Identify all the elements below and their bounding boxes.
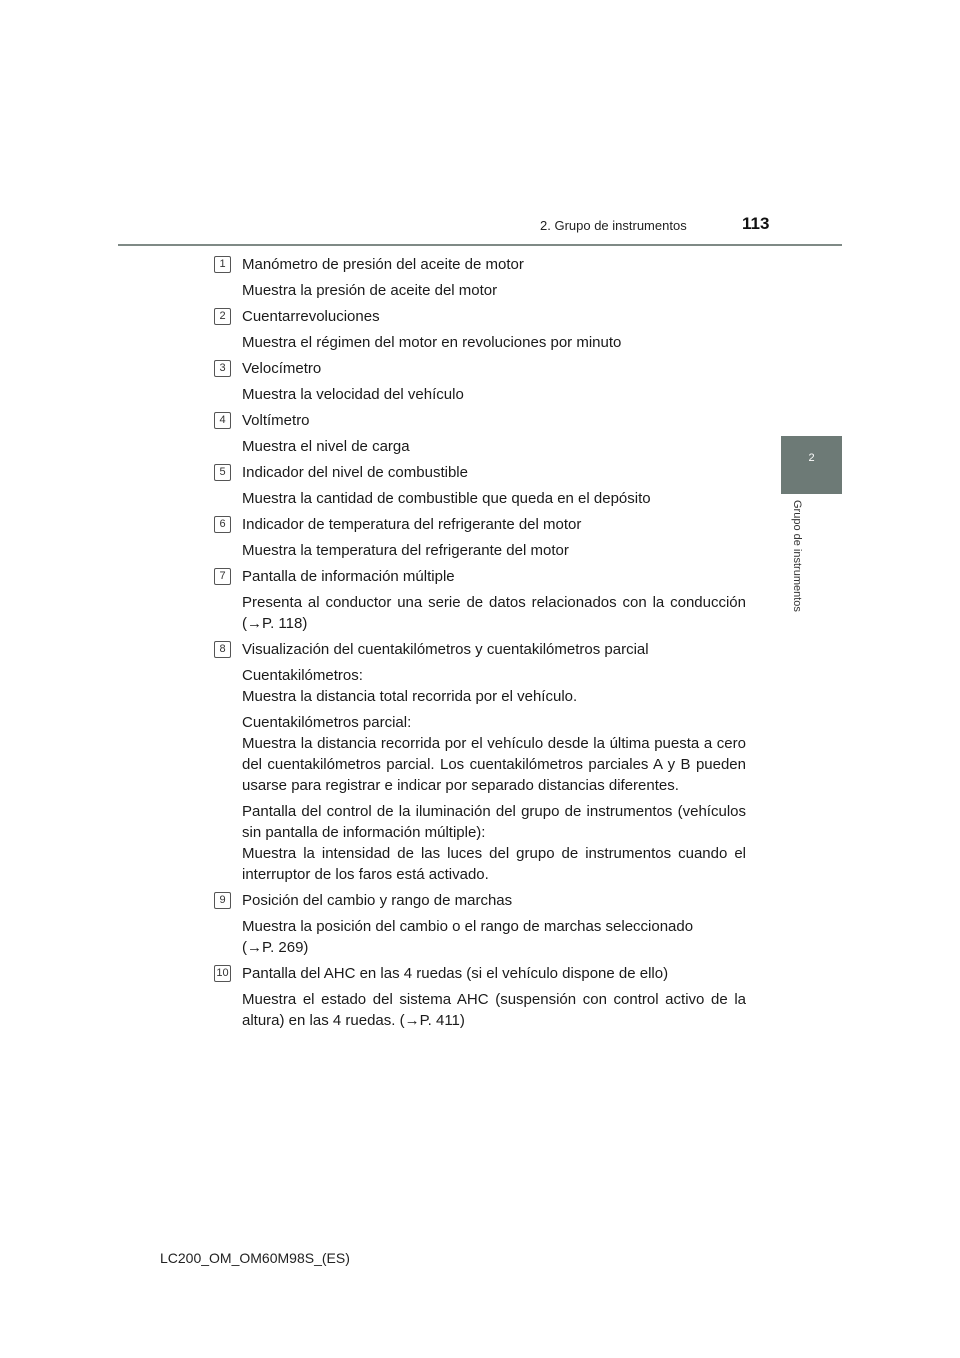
instrument-item: [214, 306, 746, 353]
instrument-item-title: Pantalla de información múltiple: [242, 568, 455, 585]
instrument-item-title-row: [214, 514, 746, 535]
instrument-item-title-row: [214, 254, 746, 275]
instrument-item-description: Cuentakilómetros: Muestra la distancia total recorrida por el vehículo.: [242, 667, 578, 705]
instrument-item: [214, 410, 746, 457]
footer-code: LC200_OM_OM60M98S_(ES): [160, 1250, 350, 1266]
instrument-item-description: Muestra la presión de aceite del motor: [242, 282, 498, 299]
instrument-item-title-row: [214, 410, 746, 431]
item-number-badge: 4: [214, 412, 231, 429]
instrument-item-description: Presenta al conductor una serie de datos relacionados con la conducción (→P. 118): [242, 594, 746, 632]
item-number-badge: 8: [214, 641, 231, 658]
instrument-item-title-row: [214, 639, 746, 660]
chapter-side-label: Grupo de instrumentos: [791, 500, 803, 612]
instrument-item-title-row: [214, 358, 746, 379]
instrument-item: [214, 254, 746, 301]
instrument-item-title: Manómetro de presión del aceite de motor: [242, 256, 524, 273]
instrument-item-description: Muestra el régimen del motor en revoluciones por minuto: [242, 334, 622, 351]
item-number-badge: 9: [214, 892, 231, 909]
instrument-item-title: Pantalla del AHC en las 4 ruedas (si el vehículo dispone de ello): [242, 965, 669, 982]
instrument-item-title-row: [214, 963, 746, 984]
instrument-item-title: Visualización del cuentakilómetros y cuentakilómetros parcial: [242, 641, 649, 658]
header-divider: [118, 244, 842, 246]
instrument-item-description: Muestra la posición del cambio o el rango de marchas seleccionado (→P. 269): [242, 918, 694, 956]
instrument-item-title: Posición del cambio y rango de marchas: [242, 892, 513, 909]
instrument-item-description: Pantalla del control de la iluminación del grupo de instrumentos (vehículos sin pantalla de información múltiple): Muestra la intensidad de las luces del grupo de instrumentos cuando el interruptor de los faros está activado.: [242, 803, 746, 883]
instrument-item: [214, 462, 746, 509]
instrument-item: [214, 566, 746, 634]
instrument-item: [214, 963, 746, 1031]
instrument-item-title: Indicador de temperatura del refrigerante del motor: [242, 516, 582, 533]
item-number-badge: 6: [214, 516, 231, 533]
instrument-item-description: Muestra la velocidad del vehículo: [242, 386, 464, 403]
instrument-item-title: Voltímetro: [242, 412, 310, 429]
item-number-badge: 1: [214, 256, 231, 273]
chapter-tab-number: 2: [808, 452, 815, 464]
instrument-item: [214, 358, 746, 405]
item-number-badge: 5: [214, 464, 231, 481]
instrument-item-description: Cuentakilómetros parcial: Muestra la distancia recorrida por el vehículo desde la última puesta a cero del cuentakilómetros parcial. Los cuentakilómetros parciales A y B pueden usarse para registrar e indicar por separado distancias diferentes.: [242, 714, 746, 794]
instrument-item-description: Muestra la cantidad de combustible que queda en el depósito: [242, 490, 651, 507]
instrument-item-title: Cuentarrevoluciones: [242, 308, 380, 325]
instrument-item-description: Muestra el estado del sistema AHC (suspensión con control activo de la altura) en las 4 ruedas. (→P. 411): [242, 991, 746, 1029]
item-number-badge: 7: [214, 568, 231, 585]
instrument-item: [214, 890, 746, 958]
chapter-side-label-wrap: [781, 500, 813, 640]
item-number-badge: 2: [214, 308, 231, 325]
chapter-tab: [781, 436, 842, 494]
instrument-item-title-row: [214, 566, 746, 587]
instrument-item-title: Indicador del nivel de combustible: [242, 464, 468, 481]
header-section-title: 2. Grupo de instrumentos: [540, 218, 687, 233]
instrument-item: [214, 514, 746, 561]
instrument-item-description: Muestra la temperatura del refrigerante del motor: [242, 542, 569, 559]
item-number-badge: 3: [214, 360, 231, 377]
instrument-item-title: Velocímetro: [242, 360, 322, 377]
instrument-list: [214, 254, 746, 1036]
instrument-item-title-row: [214, 462, 746, 483]
instrument-item-title-row: [214, 890, 746, 911]
page-number: 113: [742, 214, 770, 233]
item-number-badge: 10: [214, 965, 231, 982]
instrument-item: [214, 639, 746, 885]
instrument-item-description: Muestra el nivel de carga: [242, 438, 410, 455]
instrument-item-title-row: [214, 306, 746, 327]
